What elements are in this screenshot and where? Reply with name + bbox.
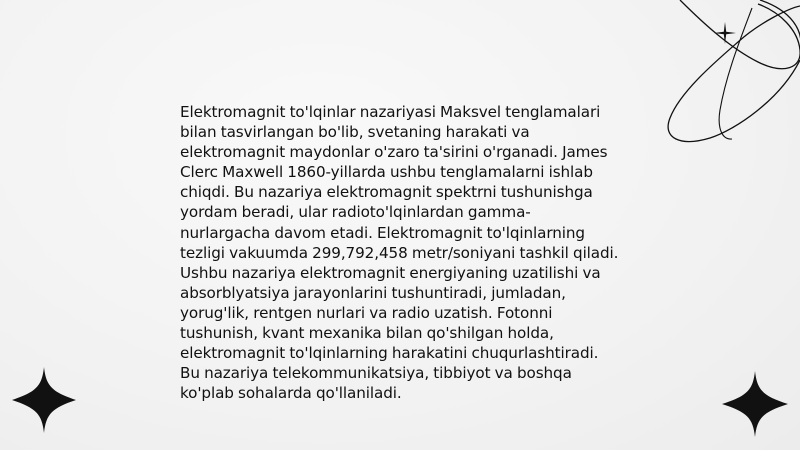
bottom-left-star-icon	[12, 367, 76, 433]
four-point-star-icon	[714, 22, 736, 44]
bottom-right-star-icon	[722, 371, 788, 437]
body-text: Elektromagnit to'lqinlar nazariyasi Maksvel tenglamalari bilan tasvirlangan bo'lib, svetaning harakati va elektromagnit maydonlar o'zaro ta'sirini o'rganadi. James Clerc Maxwell 1860-yillarda ushbu tenglamalarni ishlab chiqdi. Bu nazariya elektromagnit spektrni tushunishga yordam beradi, ular radioto'lqinlardan gamma-nurlargacha davom etadi. Elektromagnit to'lqinlarning tezligi vakuumda 299,792,458 metr/soniyani tashkil qiladi. Ushbu nazariya elektromagnit energiyaning uzatilishi va absorblyatsiya jarayonlarini tushuntiradi, jumladan, yorug'lik, rentgen nurlari va radio uzatish. Fotonni tushunish, kvant mexanika bilan qo'shilgan holda, elektromagnit to'lqinlarning harakatini chuqurlashtiradi. Bu nazariya telekommunikatsiya, tibbiyot va boshqa ko'plab sohalarda qo'llaniladi.	[180, 103, 619, 403]
